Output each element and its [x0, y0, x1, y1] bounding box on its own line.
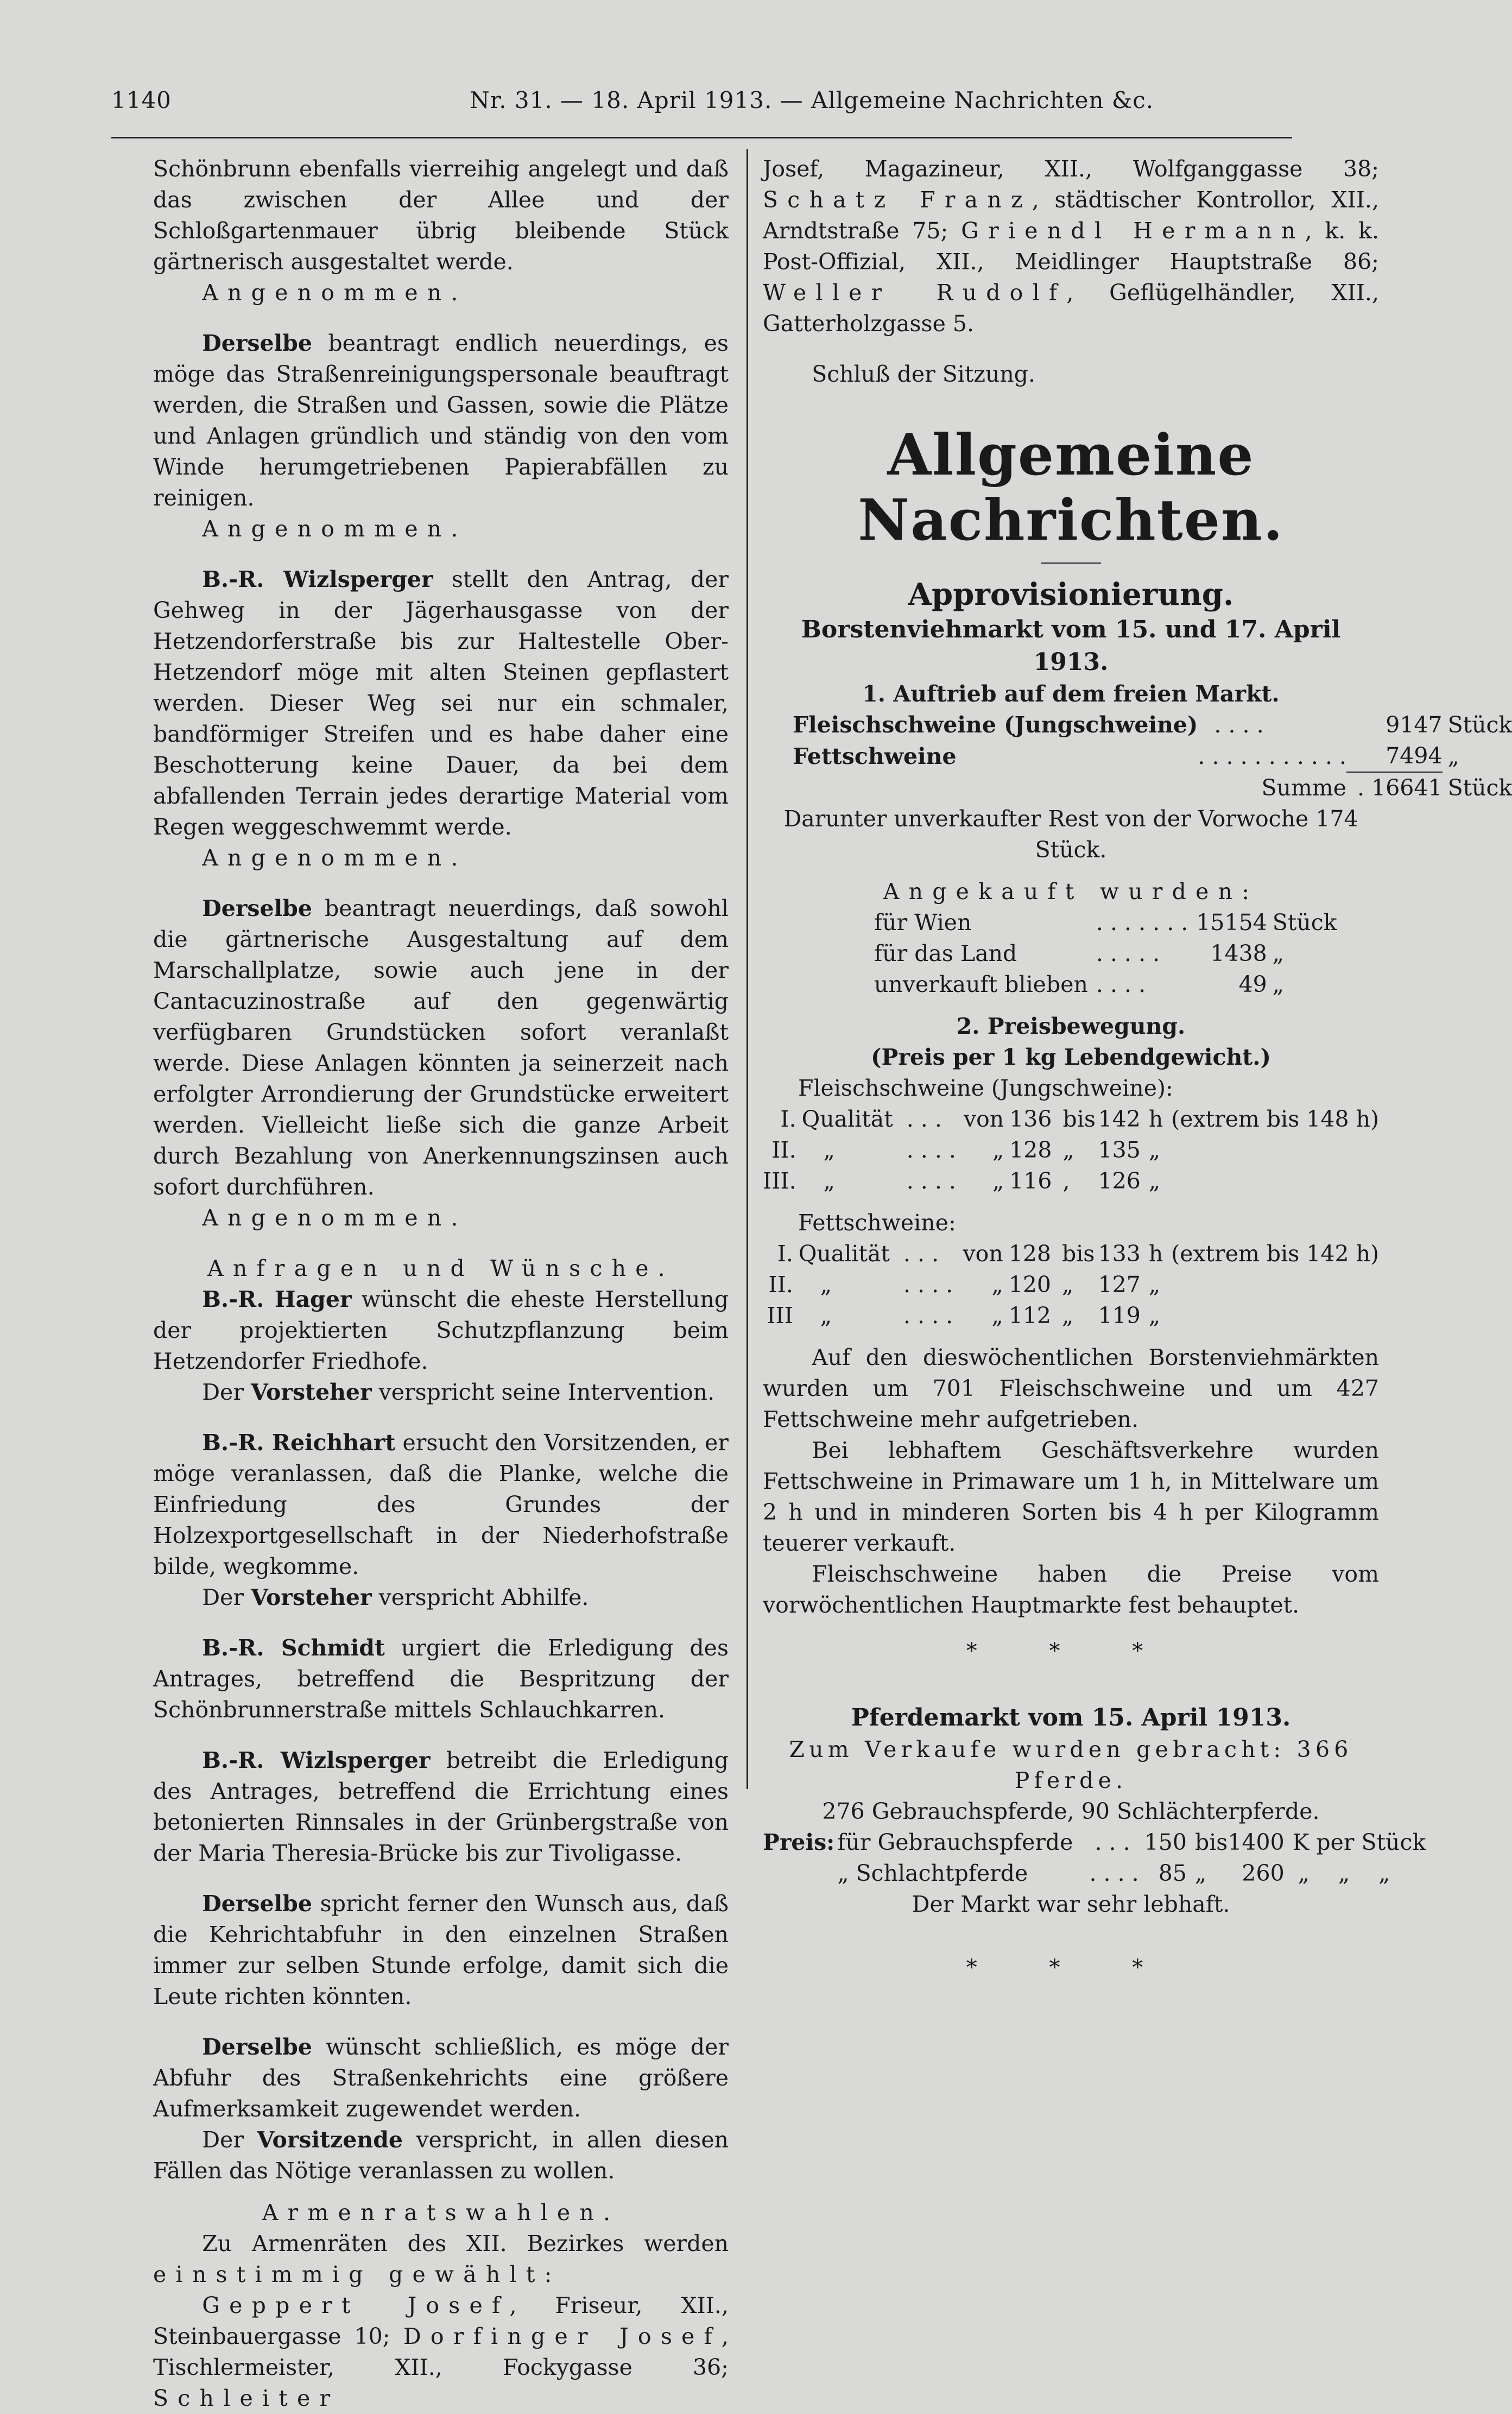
auftrieb-table [793, 710, 1512, 804]
market-title: Pferdemarkt vom 15. April 1913. [851, 1704, 1291, 1731]
table-row: für Wien . . . . . . . 15154 Stück [874, 909, 1337, 936]
subsection-note: (Preis per 1 kg Lebendgewicht.) [871, 1044, 1271, 1070]
table-row: I. Qualität . . . von 136 bis 142 h (extrem bis 148 h) [780, 1106, 1379, 1132]
paragraph: B.-R. Wizlsperger betreibt die Erledigung des Antrages, betreffend die Errichtung eines betonierten Rinnsales in der Grünbergstraße von der Maria Theresia-Brücke bis zur Tivoligasse. [153, 1747, 729, 1866]
category-heading: Fleischschweine (Jungschweine): [798, 1075, 1173, 1101]
subsection-title: 1. Auftrieb auf dem freien Markt. [862, 681, 1280, 707]
angenommen-note: Angenommen. [202, 516, 467, 542]
page-header [111, 87, 1292, 125]
table-row: Fettschweine . . . . . . . . . . . 7494 „ [793, 741, 1512, 772]
speaker-name: B.-R. Wizlsperger [202, 566, 433, 592]
section-heading-anfragen: Anfragen und Wünsche. [207, 1255, 674, 1281]
table-row: III „ . . . . „ 112 „ 119 „ [767, 1303, 1161, 1329]
table-row: I. Qualität . . . von 128 bis 133 h (extrem bis 142 h) [777, 1241, 1379, 1267]
paragraph: Geppert Josef, Friseur, XII., Steinbauergasse 10; Dorfinger Josef, Tischlermeister, XII., Fockygasse 36; Schleiter [153, 2292, 729, 2411]
paragraph: Bei lebhaftem Geschäftsverkehre wurden Fettschweine in Primaware um 1 h, in Mittelware um 2 h und in minderen Sorten bis 4 h per Kilogramm teuerer verkauft. [763, 1437, 1379, 1556]
table-row: für das Land . . . . . 1438 „ [874, 940, 1284, 966]
paragraph: Schönbrunn ebenfalls vierreihig angelegt und daß das zwischen der Allee und der Schloßgartenmauer übrig bleibende Stück gärtnerisch ausgestaltet werde. [153, 156, 729, 275]
angekauft-heading: Angekauft wurden: [883, 879, 1259, 905]
main-section-title: Allgemeine Nachrichten. [858, 421, 1284, 553]
angenommen-note: Angenommen. [202, 1205, 467, 1231]
header-rule [111, 137, 1292, 138]
speaker-name: Derselbe [202, 1891, 312, 1917]
section-heading-armenratswahlen: Armenratswahlen. [262, 2200, 620, 2226]
paragraph: Derselbe wünscht schließlich, es möge der Abfuhr des Straßenkehrichts eine größere Aufmerksamkeit zugewendet werden. [153, 2034, 729, 2122]
subsection-title: 2. Preisbewegung. [956, 1013, 1186, 1039]
table-row: II. „ . . . . „ 120 „ 127 „ [768, 1272, 1161, 1298]
paragraph: Derselbe spricht ferner den Wunsch aus, daß die Kehrichtabfuhr in den einzelnen Straßen immer zur selben Stunde erfolge, damit sich die Leute richten könnten. [153, 1891, 729, 2009]
table-row: unverkauft blieben . . . . 49 „ [874, 971, 1284, 997]
paragraph: Der Vorsitzende verspricht, in allen diesen Fällen das Nötige veranlassen zu wollen. [153, 2127, 729, 2184]
table-row: Summe . 16641 Stück [1261, 774, 1512, 801]
paragraph: B.-R. Reichhart ersucht den Vorsitzenden, er möge veranlassen, daß die Planke, welche die Einfriedung des Grundes der Holzexportgesellschaft in der Niederhofstraße bilde, wegkomme. [153, 1430, 729, 1579]
paragraph: B.-R. Hager wünscht die eheste Herstellung der projektierten Schutzpflanzung beim Hetzendorfer Friedhofe. [153, 1286, 729, 1374]
person-name: Weller Rudolf [763, 280, 1067, 306]
angekauft-table [874, 907, 1337, 1000]
right-column [763, 154, 1512, 1999]
fett-price-table [763, 1238, 1379, 1331]
category-heading: Fettschweine: [798, 1210, 956, 1236]
paragraph: Der Markt war sehr lebhaft. [912, 1891, 1230, 1917]
person-name: Schatz Franz [763, 187, 1032, 213]
market-title: Borstenviehmarkt vom 15. und 17. April 1913. [801, 616, 1341, 676]
table-row: Fleischschweine (Jungschweine) . . . . 9147 Stück [793, 712, 1512, 738]
speaker-name: Derselbe [202, 895, 312, 921]
person-name: Griendl Hermann [961, 218, 1305, 244]
pferde-price-table [763, 1827, 1426, 1889]
column-divider [746, 149, 748, 1789]
paragraph: Zu Armenräten des XII. Bezirkes werden einstimmig gewählt: [153, 2230, 729, 2287]
angenommen-note: Angenommen. [202, 845, 467, 871]
paragraph: Derselbe beantragt endlich neuerdings, es möge das Straßenreinigungspersonale beauftragt werden, die Straßen und Gassen, sowie die Plätze und Anlagen gründlich und ständig von den vom Winde herumgetriebenen Papierabfällen zu reinigen. [153, 330, 729, 511]
table-row: II. „ . . . . „ 128 „ 135 „ [771, 1137, 1161, 1163]
closing-line: Schluß der Sitzung. [812, 361, 1036, 387]
paragraph: Fleischschweine haben die Preise vom vorwöchentlichen Hauptmarkte fest behauptet. [763, 1561, 1379, 1618]
paragraph: 276 Gebrauchspferde, 90 Schlächterpferde. [822, 1798, 1320, 1824]
speaker-name: Derselbe [202, 2034, 312, 2060]
left-column [153, 154, 729, 2414]
separator-stars: * * * [966, 1955, 1176, 1980]
angenommen-note: Angenommen. [202, 280, 467, 306]
paragraph: B.-R. Wizlsperger stellt den Antrag, der Gehweg in der Jägerhausgasse von der Hetzendorferstraße bis zur Haltestelle Ober-Hetzendorf möge mit alten Steinen gepflastert werden. Dieser Weg sei nur ein schmaler, bandförmiger Streifen und es habe daher eine Beschotterung keine Dauer, da bei dem abfallenden Terrain jedes derartige Material vom Regen weggeschwemmt werde. [153, 566, 729, 840]
paragraph: Josef, Magazineur, XII., Wolfganggasse 38; Schatz Franz, städtischer Kontrollor, XII., Arndtstraße 75; Griendl Hermann, k. k. Post-Offizial, XII., Meidlinger Hauptstraße 86; Weller Rudolf, Geflügelhändler, XII., Gatterholzgasse 5. [763, 156, 1379, 337]
fleisch-price-table [763, 1104, 1379, 1197]
speaker-name: B.-R. Wizlsperger [202, 1747, 431, 1773]
table-row: Preis: für Gebrauchspferde . . . 150 bis 1400 K per Stück [763, 1829, 1426, 1855]
paragraph: Der Vorsteher verspricht Abhilfe. [202, 1584, 589, 1610]
person-name: Schleiter [153, 2385, 340, 2411]
running-title: Nr. 31. — 18. April 1913. — Allgemeine Nachrichten &c. [470, 87, 1154, 113]
paragraph: Der Vorsteher verspricht seine Intervention. [202, 1379, 715, 1405]
person-name: Dorfinger Josef [403, 2323, 722, 2349]
section-title: Approvisionierung. [908, 577, 1234, 612]
paragraph: Zum Verkaufe wurden gebracht: 366 Pferde. [789, 1736, 1353, 1793]
speaker-name: B.-R. Hager [202, 1286, 352, 1312]
speaker-name: B.-R. Schmidt [202, 1635, 385, 1661]
paragraph: B.-R. Schmidt urgiert die Erledigung des Antrages, betreffend die Bespritzung der Schönbrunnerstraße mittels Schlauchkarren. [153, 1635, 729, 1723]
paragraph: Derselbe beantragt neuerdings, daß sowohl die gärtnerische Ausgestaltung auf dem Marschallplatze, sowie auch jene in der Cantacuzinostraße auf den gegenwärtig verfügbaren Grundstücken sofort veranlaßt werde. Diese Anlagen könnten ja seinerzeit nach erfolgter Arrondierung der Grundstücke erweitert werden. Vielleicht ließe sich die ganze Arbeit durch Bezahlung von Anerkennungszinsen auch sofort durchführen. [153, 895, 729, 1200]
person-name: Geppert Josef [202, 2292, 510, 2318]
speaker-name: Derselbe [202, 330, 312, 356]
paragraph: Auf den dieswöchentlichen Borstenviehmärkten wurden um 701 Fleischschweine und um 427 Fettschweine mehr aufgetrieben. [763, 1344, 1379, 1432]
speaker-name: B.-R. Reichhart [202, 1430, 396, 1456]
table-row: III. „ . . . . „ 116 , 126 „ [763, 1168, 1161, 1194]
table-row: „ Schlachtpferde . . . . 85 „ 260 „ „ „ [837, 1860, 1390, 1886]
separator-stars: * * * [966, 1639, 1176, 1664]
title-rule [1041, 563, 1101, 564]
paragraph: Darunter unverkaufter Rest von der Vorwoche 174 Stück. [783, 806, 1358, 863]
page-number: 1140 [111, 87, 172, 113]
